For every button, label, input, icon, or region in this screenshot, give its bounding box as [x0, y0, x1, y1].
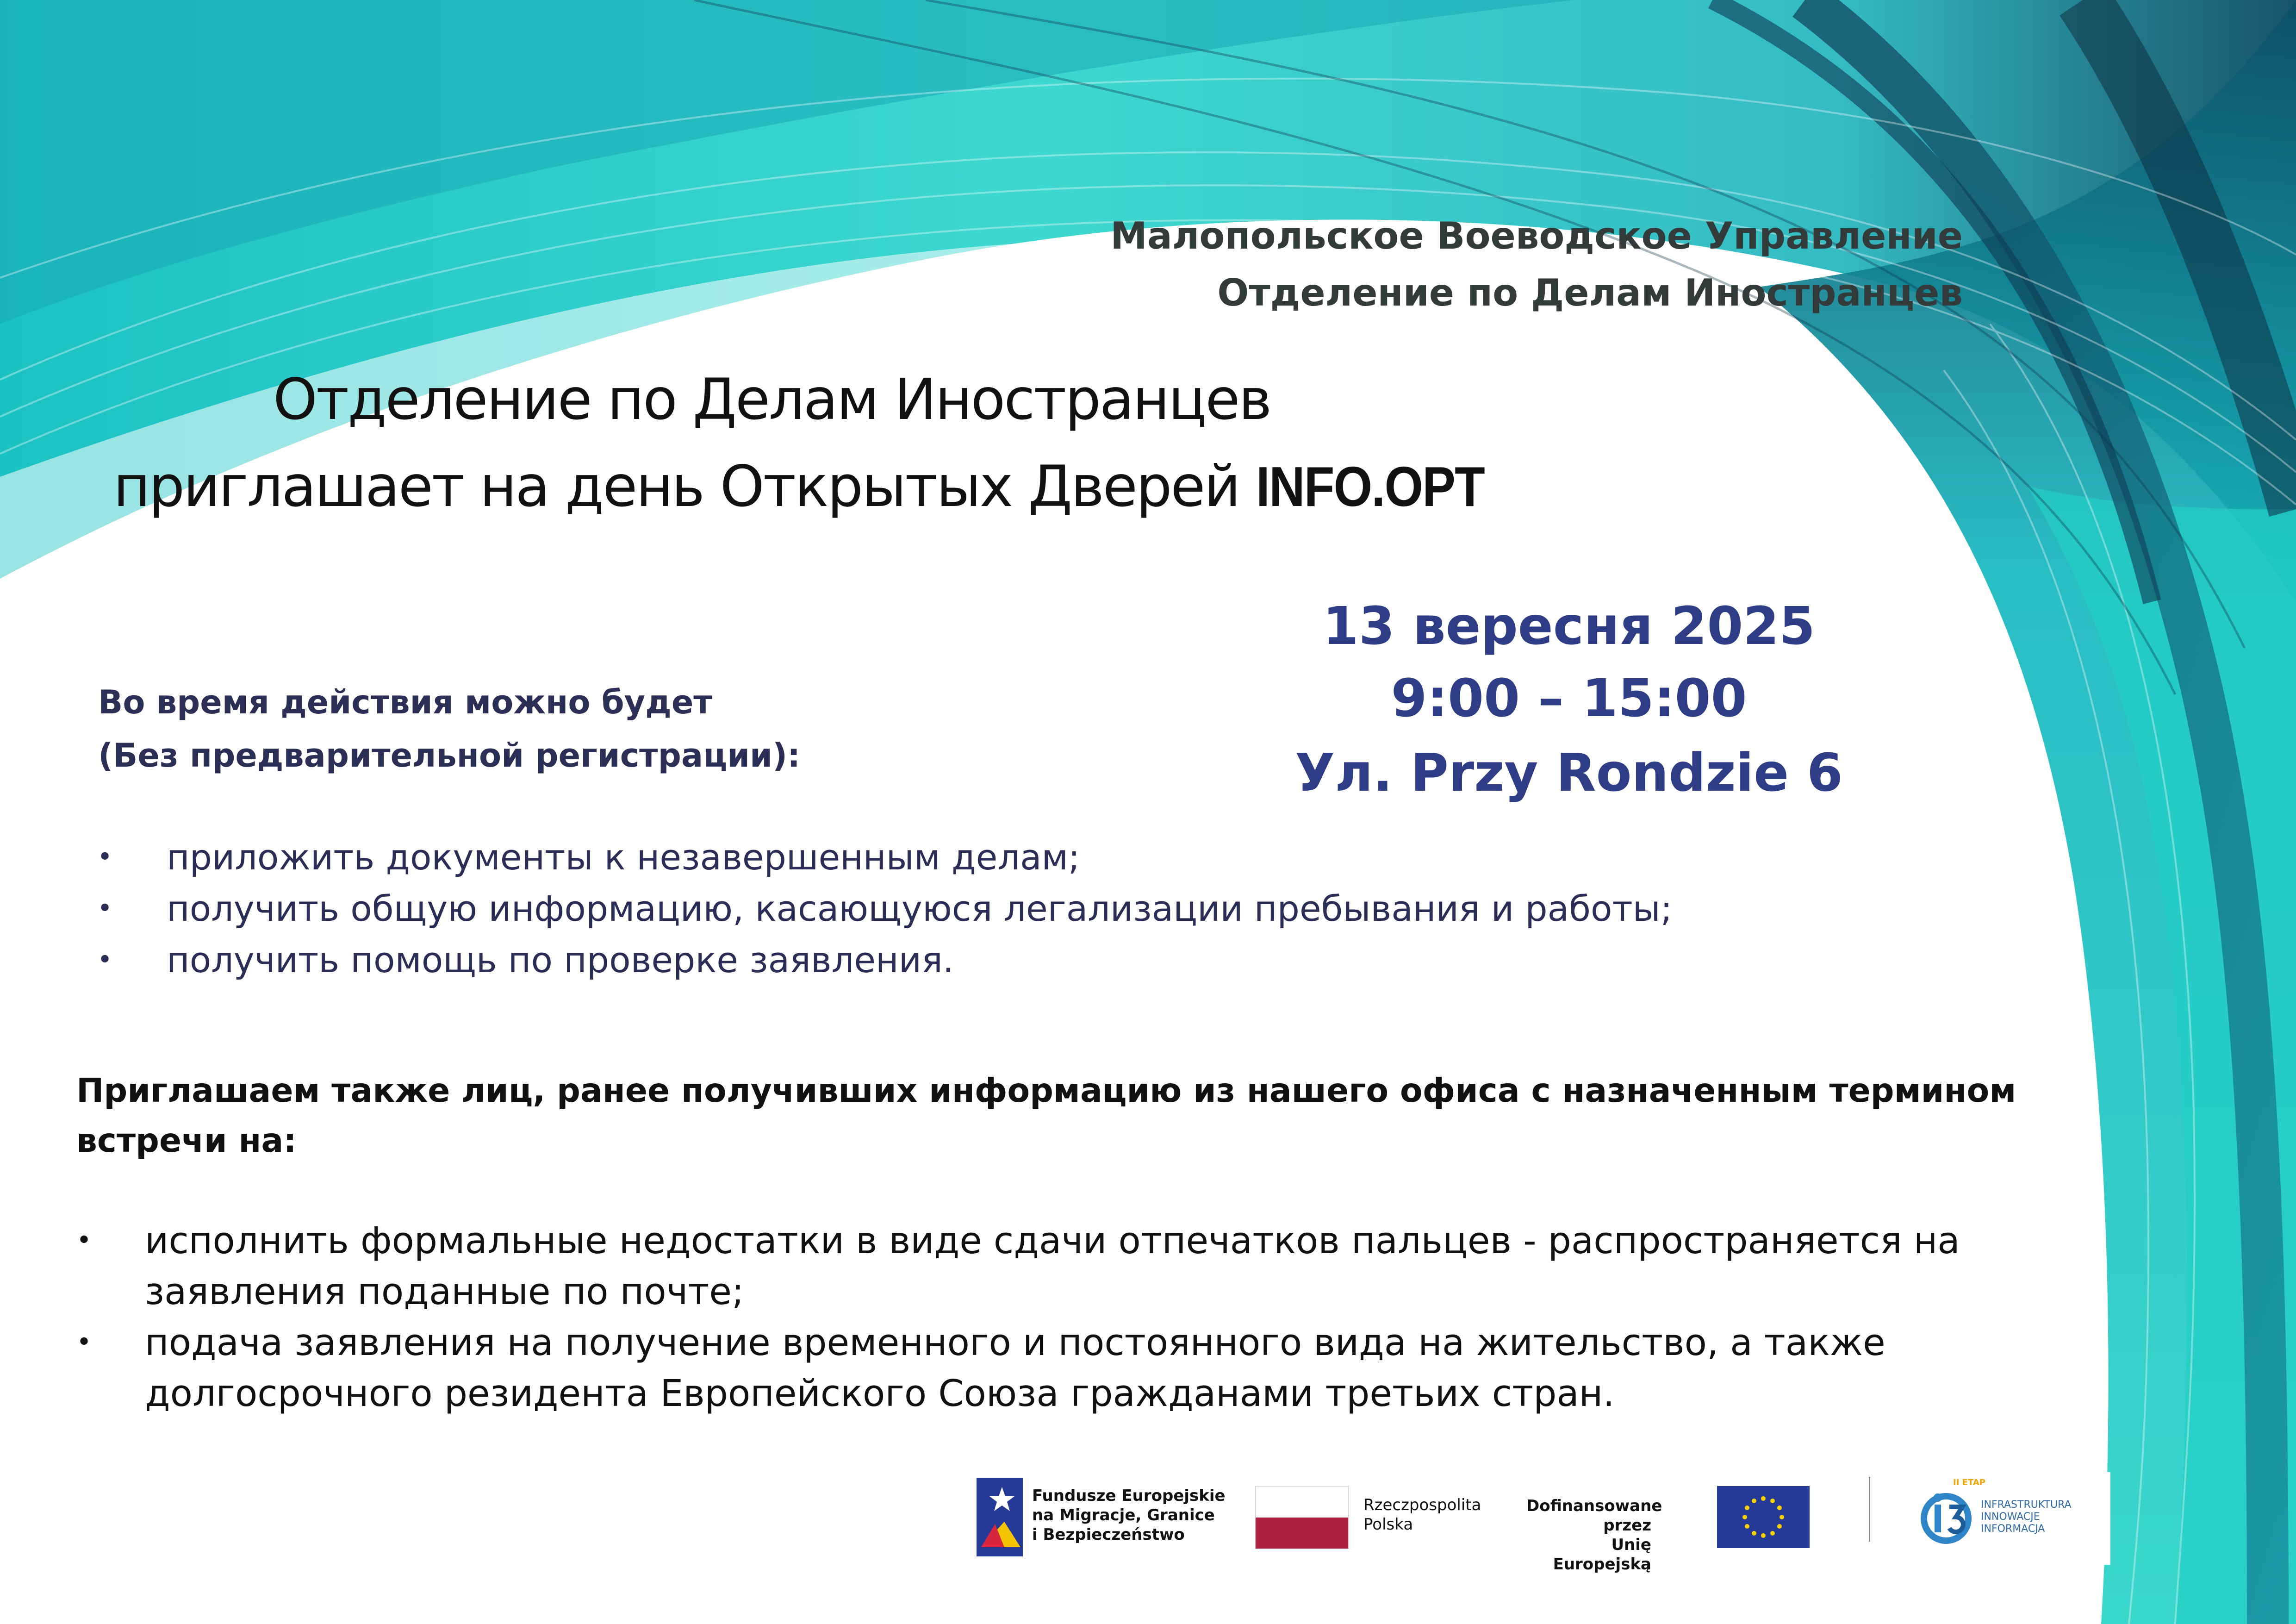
- eu-logo-text: Dofinansowane przez Unię Europejską: [1526, 1497, 1662, 1574]
- list-item-text: получить общую информацию, касающуюся легализации пребывания и работы;: [167, 888, 1673, 929]
- brand-name: INFO.OPT: [1256, 455, 1484, 518]
- list-item: [76, 1317, 2167, 1419]
- iii-logo-text: INFRASTRUKTURA INNOWACJE INFORMACJA: [1981, 1499, 2072, 1535]
- iii-logo-icon: [1921, 1481, 1976, 1546]
- funds-logo-text: Fundusze Europejskie na Migracje, Granice i Bezpieczeństwo: [1032, 1487, 1226, 1544]
- iii-stage-label: II ETAP: [1953, 1478, 1985, 1487]
- list-item-text: получить помощь по проверке заявления.: [167, 939, 954, 981]
- bullet-icon: •: [76, 1327, 92, 1357]
- bullet-icon: •: [76, 1225, 92, 1255]
- intro-line1: Во время действия можно будет: [98, 683, 712, 721]
- divider: [1869, 1477, 1870, 1542]
- event-date: 13 вересня 2025: [1322, 596, 1816, 656]
- funds-logo-icon: [977, 1478, 1023, 1556]
- list-item: [97, 883, 1672, 934]
- poland-logo-text: Rzeczpospolita Polska: [1363, 1496, 1481, 1534]
- event-time: 9:00 – 15:00: [1391, 668, 1747, 729]
- page-title-line1: Отделение по Делам Иностранцев: [273, 367, 1271, 432]
- list-item-text: подача заявления на получение временного и постоянного вида на жительство, а также долгосрочного резидента Европейского Союза гражданами третьих стран.: [145, 1321, 1885, 1415]
- list-item-text: исполнить формальные недостатки в виде сдачи отпечатков пальцев - распространяется на заявления поданные по почте;: [145, 1219, 1960, 1313]
- intro-line2: (Без предварительной регистрации):: [98, 737, 801, 775]
- event-address: Ул. Przy Rondzie 6: [1295, 743, 1843, 803]
- bullet-icon: •: [97, 842, 113, 872]
- list-item: [97, 831, 1672, 883]
- list-item-text: приложить документы к незавершенным делам;: [167, 837, 1080, 878]
- bullet-icon: •: [97, 893, 113, 924]
- bullet-icon: •: [97, 945, 113, 975]
- list-item: [76, 1215, 2167, 1317]
- poland-flag-icon: [1255, 1486, 1349, 1549]
- page-title-text: приглашает на день Открытых Дверей: [113, 454, 1239, 519]
- eu-flag-icon: [1717, 1486, 1810, 1548]
- services-list: [97, 831, 1672, 986]
- department-name: Отделение по Делам Иностранцев: [1217, 271, 1963, 314]
- footer-logos: [972, 1472, 2110, 1574]
- page-title-line2: [113, 454, 1515, 519]
- appointments-list: [76, 1215, 2167, 1419]
- list-item: [97, 934, 1672, 986]
- agency-name: Малопольское Воеводское Управление: [1110, 214, 1963, 257]
- invitation-text: Приглашаем также лиц, ранее получивших информацию из нашего офиса с назначенным термином встречи на:: [76, 1071, 2016, 1160]
